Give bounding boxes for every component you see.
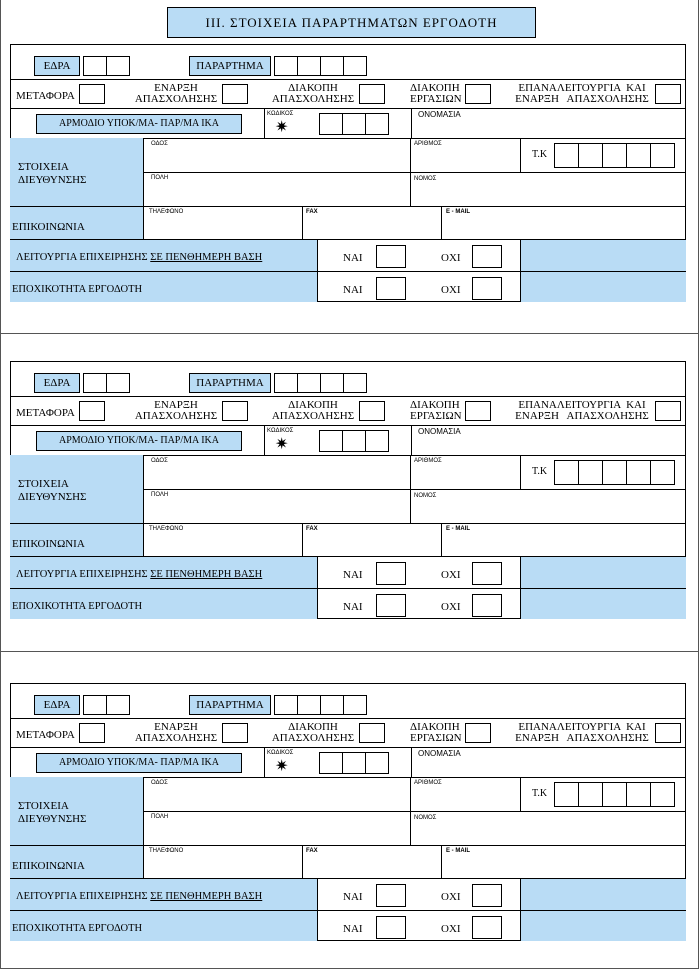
row-line [10,425,686,426]
tk-label: Τ.Κ [532,149,548,160]
arithmos-caption: ΑΡΙΘΜΟΣ [414,141,442,147]
parartima-code-box[interactable] [343,373,367,393]
arithmos-caption: ΑΡΙΘΜΟΣ [414,458,442,464]
col-line [264,425,265,455]
parartima-code-box[interactable] [343,695,367,715]
metafora-checkbox[interactable] [79,84,105,104]
parartima-label: ΠΑΡΑΡΤΗΜΑ [189,56,271,76]
armodio-ypokatastima-label: ΑΡΜΟΔΙΟ ΥΠΟΚ/ΜΑ- ΠΑΡ/ΜΑ ΙΚΑ [36,753,242,773]
epoxikotita-oxi-checkbox[interactable] [472,277,502,300]
form-section-title: III. ΣΤΟΙΧΕΙΑ ΠΑΡΑΡΤΗΜΑΤΩΝ ΕΡΓΟΔΟΤΗ [167,7,536,38]
epoxikotita-nai-checkbox[interactable] [376,916,406,939]
diakopi-ergasion-label: ΔΙΑΚΟΠΗ ΕΡΓΑΣΙΩΝ [410,82,462,105]
kodikos-caption: ΚΩΔΙΚΟΣ [267,428,294,434]
metafora-checkbox[interactable] [79,723,105,743]
leitourgia-prefix-text: ΛΕΙΤΟΥΡΓΙΑ ΕΠΙΧΕΙΡΗΣΗΣ [16,252,148,263]
col-line [302,206,303,240]
parartima-label: ΠΑΡΑΡΤΗΜΑ [189,373,271,393]
enarxi-label: ΕΝΑΡΞΗ ΑΠΑΣΧΟΛΗΣΗΣ [134,721,218,744]
tk-digit-box[interactable] [554,782,579,807]
col-line [411,425,412,455]
required-star-icon: ✷ [275,117,289,136]
tk-label: Τ.Κ [532,788,548,799]
epoxikotita-oxi-checkbox[interactable] [472,594,502,617]
col-line [302,523,303,557]
kodikos-digit-box[interactable] [365,113,389,135]
branch-block-1 [0,0,699,300]
required-star-icon: ✷ [275,756,289,775]
col-line [441,206,442,240]
metafora-checkbox[interactable] [79,401,105,421]
col-line [411,747,412,777]
oxi-label: ΟΧΙ [441,601,461,613]
row-line [10,718,686,719]
epanaleitourgia-checkbox[interactable] [655,84,681,104]
kodikos-digit-box[interactable] [319,113,343,135]
email-caption: E - MAIL [446,848,470,854]
row-line [143,172,686,173]
stoixeia-diefthynsis-label: ΣΤΟΙΧΕΙΑ ΔΙΕΥΘΥΝΣΗΣ [18,800,87,825]
leitourgia-oxi-checkbox[interactable] [472,884,502,907]
tk-digit-box[interactable] [650,143,675,168]
leitourgia-nai-checkbox[interactable] [376,884,406,907]
epoxikotita-oxi-checkbox[interactable] [472,916,502,939]
nai-label: ΝΑΙ [343,891,363,903]
tk-digit-box[interactable] [602,460,627,485]
tilefono-caption: ΤΗΛΕΦΩΝΟ [149,848,184,854]
epoxikotita-nai-checkbox[interactable] [376,594,406,617]
epanaleitourgia-checkbox[interactable] [655,401,681,421]
col-line [441,845,442,879]
leitourgia-pentimeri-label [16,569,262,581]
parartima-code-box[interactable] [297,695,321,715]
diakopi-apasxolisis-checkbox[interactable] [359,401,385,421]
col-line [520,777,521,811]
diakopi-apasxolisis-checkbox[interactable] [359,723,385,743]
edra-label: ΕΔΡΑ [34,695,80,715]
leitourgia-prefix-text: ΛΕΙΤΟΥΡΓΙΑ ΕΠΙΧΕΙΡΗΣΗΣ [16,569,148,580]
kodikos-digit-box[interactable] [342,752,366,774]
nomos-caption: ΝΟΜΟΣ [414,815,437,821]
fax-caption: FAX [306,526,318,532]
parartima-code-box[interactable] [320,373,344,393]
stoixeia-diefthynsis-label: ΣΤΟΙΧΕΙΑ ΔΙΕΥΘΥΝΣΗΣ [18,478,87,503]
diakopi-apasxolisis-label: ΔΙΑΚΟΠΗ ΑΠΑΣΧΟΛΗΣΗΣ [271,721,355,744]
nai-label: ΝΑΙ [343,284,363,296]
row-line [10,523,686,524]
diakopi-ergasion-checkbox[interactable] [465,401,491,421]
tk-digit-box[interactable] [554,460,579,485]
edra-code-box[interactable] [106,373,130,393]
leitourgia-pentimeri-label [16,891,262,903]
col-line [143,138,144,240]
diakopi-ergasion-checkbox[interactable] [465,84,491,104]
row-line [10,845,686,846]
nai-label: ΝΑΙ [343,569,363,581]
onomasia-caption: ΟΝΟΜΑΣΙΑ [418,427,461,436]
col-line [302,845,303,879]
tk-digit-box[interactable] [578,143,603,168]
tk-digit-box[interactable] [650,782,675,807]
kodikos-caption: ΚΩΔΙΚΟΣ [267,750,294,756]
epanaleitourgia-label: ΕΠΑΝΑΛΕΙΤΟΥΡΓΙΑ ΚΑΙ ΕΝΑΡΞΗ ΑΠΑΣΧΟΛΗΣΗΣ [515,721,649,744]
col-line [411,108,412,138]
edra-code-box[interactable] [83,695,107,715]
epoxikotita-label: ΕΠΟΧΙΚΟΤΗΤΑ ΕΡΓΟΔΟΤΗ [12,601,143,612]
kodikos-digit-box[interactable] [319,752,343,774]
armodio-ypokatastima-label: ΑΡΜΟΔΙΟ ΥΠΟΚ/ΜΑ- ΠΑΡ/ΜΑ ΙΚΑ [36,114,242,134]
epikoinonia-label: ΕΠΙΚΟΙΝΩΝΙΑ [12,538,85,550]
parartima-code-box[interactable] [274,373,298,393]
row-line [10,44,686,45]
edra-code-box[interactable] [83,373,107,393]
poli-caption: ΠΟΛΗ [151,814,169,820]
epanaleitourgia-checkbox[interactable] [655,723,681,743]
epikoinonia-label: ΕΠΙΚΟΙΝΩΝΙΑ [12,221,85,233]
leitourgia-pentimeri-label [16,252,262,264]
poli-caption: ΠΟΛΗ [151,492,169,498]
parartima-code-box[interactable] [343,56,367,76]
kodikos-digit-box[interactable] [342,113,366,135]
metafora-label: ΜΕΤΑΦΟΡΑ [16,90,75,102]
epoxikotita-nai-checkbox[interactable] [376,277,406,300]
kodikos-digit-box[interactable] [365,430,389,452]
col-line [441,523,442,557]
branch-block-3 [0,639,699,939]
epoxikotita-label: ΕΠΟΧΙΚΟΤΗΤΑ ΕΡΓΟΔΟΤΗ [12,923,143,934]
arithmos-caption: ΑΡΙΘΜΟΣ [414,780,442,786]
fax-caption: FAX [306,209,318,215]
diakopi-ergasion-label: ΔΙΑΚΟΠΗ ΕΡΓΑΣΙΩΝ [410,721,462,744]
metafora-label: ΜΕΤΑΦΟΡΑ [16,407,75,419]
email-caption: E - MAIL [446,209,470,215]
tk-digit-box[interactable] [578,782,603,807]
pentimeri-vasi-text: ΣΕ ΠΕΝΘΗΜΕΡΗ ΒΑΣΗ [150,569,263,580]
metafora-label: ΜΕΤΑΦΟΡΑ [16,729,75,741]
tk-digit-box[interactable] [602,782,627,807]
enarxi-checkbox[interactable] [222,723,248,743]
tk-label: Τ.Κ [532,466,548,477]
armodio-ypokatastima-label: ΑΡΜΟΔΙΟ ΥΠΟΚ/ΜΑ- ΠΑΡ/ΜΑ ΙΚΑ [36,431,242,451]
diakopi-ergasion-checkbox[interactable] [465,723,491,743]
col-line [143,777,144,879]
diakopi-apasxolisis-checkbox[interactable] [359,84,385,104]
odos-caption: ΟΔΟΣ [151,458,168,464]
row-line [10,396,686,397]
nai-label: ΝΑΙ [343,252,363,264]
row-line [10,206,686,207]
odos-caption: ΟΔΟΣ [151,780,168,786]
parartima-label: ΠΑΡΑΡΤΗΜΑ [189,695,271,715]
row-line [10,588,686,589]
nai-label: ΝΑΙ [343,601,363,613]
email-caption: E - MAIL [446,526,470,532]
tk-digit-box[interactable] [626,143,651,168]
edra-label: ΕΔΡΑ [34,373,80,393]
parartima-code-box[interactable] [320,695,344,715]
enarxi-label: ΕΝΑΡΞΗ ΑΠΑΣΧΟΛΗΣΗΣ [134,82,218,105]
leitourgia-prefix-text: ΛΕΙΤΟΥΡΓΙΑ ΕΠΙΧΕΙΡΗΣΗΣ [16,891,148,902]
epanaleitourgia-label: ΕΠΑΝΑΛΕΙΤΟΥΡΓΙΑ ΚΑΙ ΕΝΑΡΞΗ ΑΠΑΣΧΟΛΗΣΗΣ [515,82,649,105]
parartima-code-box[interactable] [274,56,298,76]
col-line [264,108,265,138]
nomos-caption: ΝΟΜΟΣ [414,176,437,182]
diakopi-apasxolisis-label: ΔΙΑΚΟΠΗ ΑΠΑΣΧΟΛΗΣΗΣ [271,399,355,422]
poli-caption: ΠΟΛΗ [151,175,169,181]
col-line [520,455,521,489]
oxi-label: ΟΧΙ [441,569,461,581]
edra-label: ΕΔΡΑ [34,56,80,76]
leitourgia-oxi-checkbox[interactable] [472,562,502,585]
col-line [520,138,521,172]
tk-digit-box[interactable] [602,143,627,168]
row-line [10,910,686,911]
epanaleitourgia-label: ΕΠΑΝΑΛΕΙΤΟΥΡΓΙΑ ΚΑΙ ΕΝΑΡΞΗ ΑΠΑΣΧΟΛΗΣΗΣ [515,399,649,422]
kodikos-digit-box[interactable] [319,430,343,452]
leitourgia-nai-checkbox[interactable] [376,245,406,268]
parartima-code-box[interactable] [320,56,344,76]
oxi-label: ΟΧΙ [441,252,461,264]
epikoinonia-label: ΕΠΙΚΟΙΝΩΝΙΑ [12,860,85,872]
leitourgia-oxi-checkbox[interactable] [472,245,502,268]
nomos-caption: ΝΟΜΟΣ [414,493,437,499]
tilefono-caption: ΤΗΛΕΦΩΝΟ [149,526,184,532]
row-line [10,747,686,748]
row-line [10,271,686,272]
row-line [10,79,686,80]
leitourgia-nai-checkbox[interactable] [376,562,406,585]
tk-digit-box[interactable] [626,460,651,485]
col-line [264,747,265,777]
kodikos-caption: ΚΩΔΙΚΟΣ [267,111,294,117]
edra-code-box[interactable] [106,695,130,715]
branch-block-2 [0,317,699,617]
row-line [143,489,686,490]
epoxikotita-label: ΕΠΟΧΙΚΟΤΗΤΑ ΕΡΓΟΔΟΤΗ [12,284,143,295]
required-star-icon: ✷ [275,434,289,453]
row-line [10,361,686,362]
enarxi-label: ΕΝΑΡΞΗ ΑΠΑΣΧΟΛΗΣΗΣ [134,399,218,422]
onomasia-caption: ΟΝΟΜΑΣΙΑ [418,749,461,758]
row-line [143,811,686,812]
diakopi-apasxolisis-label: ΔΙΑΚΟΠΗ ΑΠΑΣΧΟΛΗΣΗΣ [271,82,355,105]
stoixeia-diefthynsis-label: ΣΤΟΙΧΕΙΑ ΔΙΕΥΘΥΝΣΗΣ [18,161,87,186]
nai-label: ΝΑΙ [343,923,363,935]
row-line [10,108,686,109]
tk-digit-box[interactable] [650,460,675,485]
edra-code-box[interactable] [106,56,130,76]
oxi-label: ΟΧΙ [441,891,461,903]
parartima-code-box[interactable] [297,56,321,76]
col-line [143,455,144,557]
diakopi-ergasion-label: ΔΙΑΚΟΠΗ ΕΡΓΑΣΙΩΝ [410,399,462,422]
tk-digit-box[interactable] [578,460,603,485]
pentimeri-vasi-text: ΣΕ ΠΕΝΘΗΜΕΡΗ ΒΑΣΗ [150,891,263,902]
tk-digit-box[interactable] [554,143,579,168]
kodikos-digit-box[interactable] [342,430,366,452]
pentimeri-vasi-text: ΣΕ ΠΕΝΘΗΜΕΡΗ ΒΑΣΗ [150,252,263,263]
kodikos-digit-box[interactable] [365,752,389,774]
row-line [10,683,686,684]
enarxi-checkbox[interactable] [222,84,248,104]
enarxi-checkbox[interactable] [222,401,248,421]
oxi-label: ΟΧΙ [441,923,461,935]
tilefono-caption: ΤΗΛΕΦΩΝΟ [149,209,184,215]
odos-caption: ΟΔΟΣ [151,141,168,147]
parartima-code-box[interactable] [274,695,298,715]
fax-caption: FAX [306,848,318,854]
onomasia-caption: ΟΝΟΜΑΣΙΑ [418,110,461,119]
oxi-label: ΟΧΙ [441,284,461,296]
parartima-code-box[interactable] [297,373,321,393]
edra-code-box[interactable] [83,56,107,76]
tk-digit-box[interactable] [626,782,651,807]
